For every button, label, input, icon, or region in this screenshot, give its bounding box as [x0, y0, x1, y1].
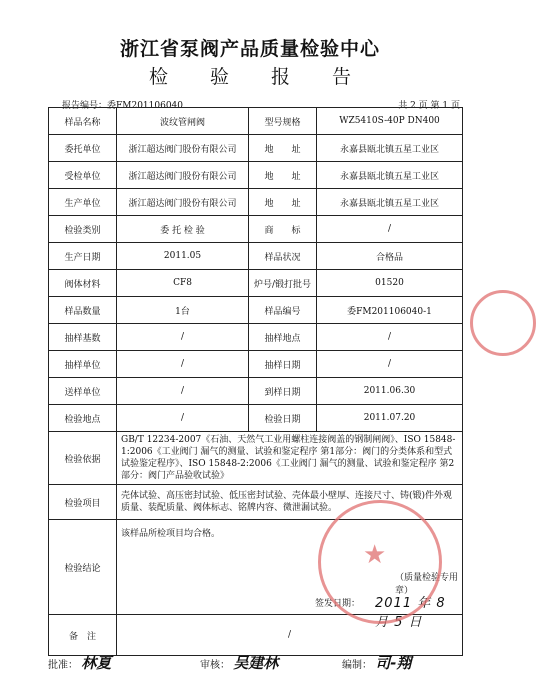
value-sender: /	[117, 378, 249, 405]
value-inspected-address: 永嘉县瓯北镇五星工业区	[317, 162, 463, 189]
label-items: 检验项目	[49, 485, 117, 520]
row-client	[49, 135, 463, 162]
row-sampling-base	[49, 324, 463, 351]
value-insp-date: 2011.07.20	[317, 405, 463, 432]
sign-date-label: 签发日期：	[315, 599, 361, 609]
value-sample-status: 合格品	[317, 243, 463, 270]
approve-label: 批准：	[48, 660, 78, 671]
label-sampling-unit: 抽样单位	[49, 351, 117, 378]
edge-seal-icon	[470, 290, 536, 356]
org-title: 浙江省泵阀产品质量检验中心	[119, 38, 380, 60]
label-client: 委托单位	[49, 135, 117, 162]
footer-approve	[48, 652, 111, 673]
prepare-signature: 司-翔	[375, 654, 412, 672]
value-sampling-base: /	[117, 324, 249, 351]
value-basis: GB/T 12234-2007《石油、天然气工业用螺柱连接阀盖的钢制闸阀》、ISO 15848-1:2006《工业阀门 漏气的测量、试验和鉴定程序 第1部分：阀门的分类体系和型式试验鉴定程序》、ISO 15848-2:2006《工业阀门 漏气的测量、试验和鉴定程序 第2部分：阀门产品验收试验》	[117, 432, 463, 485]
value-sample-name: 波纹管闸阀	[117, 108, 249, 135]
report-title: 检 验 报 告	[148, 66, 370, 88]
row-inspected	[49, 162, 463, 189]
label-insp-place: 检验地点	[49, 405, 117, 432]
value-producer-address: 永嘉县瓯北镇五星工业区	[317, 189, 463, 216]
row-sample-name	[49, 108, 463, 135]
sign-date: 2011 年 8 月 5 日	[375, 596, 446, 630]
label-client-address: 地 址	[249, 135, 317, 162]
footer-review	[200, 652, 278, 673]
label-sampling-place: 抽样地点	[249, 324, 317, 351]
value-arrival-date: 2011.06.30	[317, 378, 463, 405]
value-producer: 浙江超达阀门股份有限公司	[117, 189, 249, 216]
report-number-value: 委FM201106040	[107, 101, 184, 111]
seal-star-icon: ★	[363, 540, 387, 570]
value-inspected: 浙江超达阀门股份有限公司	[117, 162, 249, 189]
label-insp-date: 检验日期	[249, 405, 317, 432]
value-sampling-unit: /	[117, 351, 249, 378]
row-sampling-unit	[49, 351, 463, 378]
value-items: 壳体试验、高压密封试验、低压密封试验、壳体最小壁厚、连接尺寸、铸(锻)件外观质量、装配质量、阀体标志、铭牌内容、微泄漏试验。	[117, 485, 463, 520]
label-inspected: 受检单位	[49, 162, 117, 189]
row-prod-date	[49, 243, 463, 270]
label-remarks: 备 注	[49, 615, 117, 656]
label-trademark: 商 标	[249, 216, 317, 243]
label-model: 型号规格	[249, 108, 317, 135]
label-prod-date: 生产日期	[49, 243, 117, 270]
report-number-label: 报告编号：	[62, 101, 108, 111]
row-insp-type	[49, 216, 463, 243]
label-conclusion: 检验结论	[49, 520, 117, 615]
page-count: 共 2 页 第 1 页	[398, 101, 460, 111]
report-table	[48, 107, 463, 656]
value-qty: 1台	[117, 297, 249, 324]
prepare-label: 编制：	[342, 660, 372, 671]
value-model: WZ5410S-40P DN400	[317, 108, 463, 135]
value-conclusion-cell	[117, 520, 463, 630]
label-producer: 生产单位	[49, 189, 117, 216]
row-conclusion	[49, 520, 463, 615]
value-insp-place: /	[117, 405, 249, 432]
label-basis: 检验依据	[49, 432, 117, 485]
label-insp-type: 检验类别	[49, 216, 117, 243]
row-insp-place	[49, 405, 463, 432]
value-remarks: /	[117, 615, 463, 656]
value-insp-type: 委 托 检 验	[117, 216, 249, 243]
label-sampling-base: 抽样基数	[49, 324, 117, 351]
label-qty: 样品数量	[49, 297, 117, 324]
label-body-material: 阀体材料	[49, 270, 117, 297]
row-body-material	[49, 270, 463, 297]
value-sample-number: 委FM201106040-1	[317, 297, 463, 324]
label-arrival-date: 到样日期	[249, 378, 317, 405]
review-signature: 吴建林	[233, 654, 279, 672]
seal-caption: （质量检验专用章）	[395, 573, 459, 596]
row-items	[49, 485, 463, 520]
footer-prepare	[342, 652, 411, 673]
label-heat-number: 炉号/锻打批号	[249, 270, 317, 297]
row-basis	[49, 432, 463, 485]
label-sampling-date: 抽样日期	[249, 351, 317, 378]
value-sampling-place: /	[317, 324, 463, 351]
value-conclusion: 该样品所检项目均合格。	[121, 529, 221, 539]
row-sender	[49, 378, 463, 405]
label-producer-address: 地 址	[249, 189, 317, 216]
label-sample-name: 样品名称	[49, 108, 117, 135]
value-client-address: 永嘉县瓯北镇五星工业区	[317, 135, 463, 162]
review-label: 审核：	[200, 660, 230, 671]
label-sender: 送样单位	[49, 378, 117, 405]
row-qty	[49, 297, 463, 324]
label-inspected-address: 地 址	[249, 162, 317, 189]
label-sample-number: 样品编号	[249, 297, 317, 324]
value-client: 浙江超达阀门股份有限公司	[117, 135, 249, 162]
value-trademark: /	[317, 216, 463, 243]
value-heat-number: 01520	[317, 270, 463, 297]
label-sample-status: 样品状况	[249, 243, 317, 270]
value-sampling-date: /	[317, 351, 463, 378]
value-prod-date: 2011.05	[117, 243, 249, 270]
approve-signature: 林夏	[81, 654, 112, 672]
value-body-material: CF8	[117, 270, 249, 297]
row-producer	[49, 189, 463, 216]
